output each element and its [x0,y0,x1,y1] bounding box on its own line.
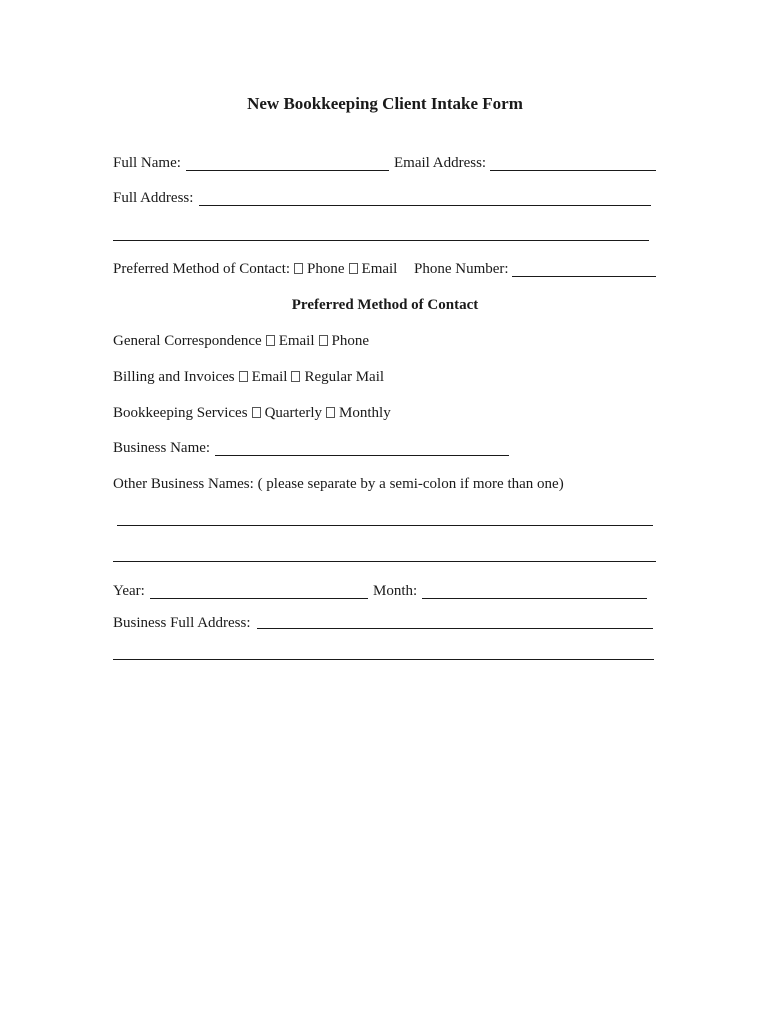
bookkeeping-services-row [113,404,391,422]
quarterly-label: Quarterly [264,405,323,421]
business-full-address-label: Business Full Address: [113,615,251,631]
full-address-label: Full Address: [113,190,194,206]
business-full-address-field-line-2[interactable] [113,659,654,660]
billing-mail-checkbox[interactable] [291,371,300,382]
general-email-checkbox[interactable] [266,335,275,346]
email-address-field[interactable] [490,170,656,171]
billing-invoices-row [113,368,384,386]
phone-number-field[interactable] [512,276,656,277]
page-title: New Bookkeeping Client Intake Form [247,94,523,113]
phone-number-label: Phone Number: [414,261,509,277]
year-label: Year: [113,583,145,599]
section-heading: Preferred Method of Contact [291,297,479,313]
full-address-field-line-2[interactable] [113,240,649,241]
bookkeeping-services-label: Bookkeeping Services [113,405,248,421]
billing-email-label: Email [251,369,288,385]
general-correspondence-row [113,332,369,350]
year-field[interactable] [150,598,368,599]
general-phone-checkbox[interactable] [319,335,328,346]
preferred-contact-label: Preferred Method of Contact: [113,261,291,277]
full-address-field[interactable] [199,205,651,206]
quarterly-checkbox[interactable] [252,407,261,418]
email-checkbox[interactable] [349,263,358,274]
preferred-contact-row [113,260,397,278]
general-email-label: Email [278,333,315,349]
email-option-label: Email [361,261,398,277]
billing-invoices-label: Billing and Invoices [113,369,235,385]
full-name-field[interactable] [186,170,389,171]
monthly-checkbox[interactable] [326,407,335,418]
business-full-address-field[interactable] [257,628,653,629]
general-phone-label: Phone [331,333,370,349]
phone-checkbox[interactable] [294,263,303,274]
other-business-names-label: Other Business Names: ( please separate by a semi-colon if more than one) [113,476,564,492]
phone-option-label: Phone [307,261,345,277]
email-address-label: Email Address: [394,155,487,171]
monthly-label: Monthly [339,405,391,421]
month-label: Month: [373,583,418,599]
full-name-label: Full Name: [113,155,181,171]
other-business-names-field-1[interactable] [117,525,653,526]
business-name-label: Business Name: [113,440,211,456]
billing-mail-label: Regular Mail [304,369,385,385]
other-business-names-field-2[interactable] [113,561,656,562]
business-name-field[interactable] [215,455,509,456]
general-correspondence-label: General Correspondence [113,333,262,349]
month-field[interactable] [422,598,647,599]
billing-email-checkbox[interactable] [239,371,248,382]
